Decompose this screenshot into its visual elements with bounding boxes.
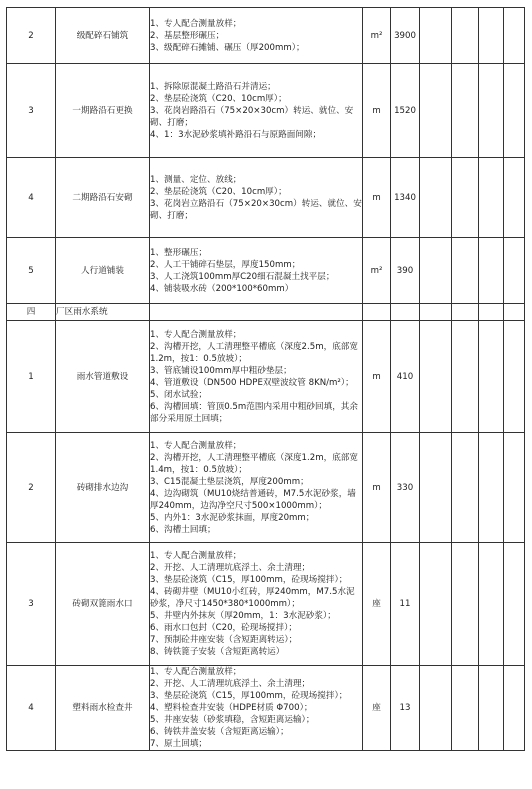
description-line: 6、沟槽回填：管顶0.5m范围内采用中粗砂回填，其余部分采用原土回填； — [150, 401, 358, 424]
item-unit: m² — [363, 238, 391, 304]
empty-cell — [504, 64, 525, 158]
table-row — [7, 158, 525, 238]
table-row — [7, 64, 525, 158]
empty-cell — [479, 543, 504, 666]
item-unit: m — [363, 64, 391, 158]
empty-cell — [504, 8, 525, 64]
description-line: 3、垫层砼浇筑（C15，厚100mm，砼现场搅拌）； — [150, 575, 348, 585]
empty-cell — [479, 158, 504, 238]
description-line: 3、花岗岩路沿石（75×20×30cm）转运、就位、安砌、打磨； — [150, 105, 354, 128]
empty-cell — [420, 238, 452, 304]
table-row — [7, 321, 525, 433]
empty-cell — [452, 666, 479, 751]
description-line: 2、垫层砼浇筑（C20、10cm厚）； — [150, 93, 287, 104]
item-quantity: 11 — [391, 543, 420, 666]
item-name: 砖砌双篦雨水口 — [56, 543, 150, 666]
description-line: 1、专人配合测量放样； — [150, 551, 242, 561]
description-line: 6、铸铁井盖安装（含短距离运输）； — [150, 727, 289, 737]
item-number: 2 — [7, 8, 56, 64]
empty-cell — [452, 304, 479, 321]
item-name: 级配碎石铺筑 — [56, 8, 150, 64]
empty-cell — [479, 64, 504, 158]
description-line: 2、基层整形碾压； — [150, 30, 225, 41]
item-description — [150, 158, 363, 238]
description-line: 1、整形碾压； — [150, 247, 208, 258]
empty-cell — [479, 8, 504, 64]
empty-cell — [420, 64, 452, 158]
item-description — [150, 8, 363, 64]
description-line: 7、原土回填； — [150, 739, 208, 749]
description-line: 5、内外1：3水泥砂浆抹面，厚度20mm； — [150, 512, 315, 523]
empty-cell — [420, 321, 452, 433]
empty-cell — [504, 238, 525, 304]
empty-cell — [452, 433, 479, 543]
description-line: 5、闭水试验； — [150, 389, 208, 400]
empty-cell — [504, 543, 525, 666]
item-quantity: 410 — [391, 321, 420, 433]
description-line: 1、测量、定位、放线； — [150, 174, 242, 185]
description-line: 2、人工干铺碎石垫层，厚度150mm； — [150, 259, 301, 270]
table-row — [7, 666, 525, 751]
description-line: 1、专人配合测量放样； — [150, 440, 242, 451]
empty-cell — [479, 304, 504, 321]
description-line: 2、沟槽开挖，人工清理整平槽底（深度1.2m，底部宽1.4m，按1：0.5放坡）； — [150, 452, 358, 475]
empty-cell — [452, 158, 479, 238]
description-line: 5、井壁内外抹灰（厚20mm，1：3水泥砂浆）； — [150, 611, 336, 621]
description-line: 2、沟槽开挖，人工清理整平槽底（深度2.5m，底部宽1.2m，按1：0.5放坡）； — [150, 341, 358, 364]
description-line: 3、级配碎石摊铺、碾压（厚200mm）； — [150, 42, 305, 53]
table-row — [7, 238, 525, 304]
item-name: 人行道铺装 — [56, 238, 150, 304]
description-line: 6、沟槽土回填； — [150, 524, 216, 535]
item-quantity: 330 — [391, 433, 420, 543]
item-number: 4 — [7, 158, 56, 238]
item-unit: m² — [363, 8, 391, 64]
empty-cell — [504, 433, 525, 543]
table-row — [7, 8, 525, 64]
description-line: 6、雨水口包封（C20，砼现场搅拌）； — [150, 623, 298, 633]
item-quantity: 1520 — [391, 64, 420, 158]
description-line: 3、人工浇筑100mm厚C20细石混凝土找平层； — [150, 271, 335, 282]
empty-cell — [150, 304, 363, 321]
description-line: 7、预制砼井座安装（含短距离转运）； — [150, 635, 298, 645]
description-line: 4、塑料检查井安装（HDPE材质 Φ700）； — [150, 703, 313, 713]
item-unit: 座 — [363, 543, 391, 666]
description-line: 1、专人配合测量放样； — [150, 329, 242, 340]
item-number: 3 — [7, 543, 56, 666]
empty-cell — [452, 321, 479, 433]
description-line: 5、井座安装（砂浆填稳，含短距离运输）； — [150, 715, 315, 725]
item-name: 砖砌排水边沟 — [56, 433, 150, 543]
item-name: 一期路沿石更换 — [56, 64, 150, 158]
item-name: 雨水管道敷设 — [56, 321, 150, 433]
empty-cell — [452, 543, 479, 666]
empty-cell — [420, 304, 452, 321]
description-line: 8、铸铁篦子安装（含短距离转运） — [150, 647, 285, 657]
table-row — [7, 543, 525, 666]
description-line: 3、垫层砼浇筑（C15，厚100mm，砼现场搅拌）； — [150, 691, 348, 701]
item-number: 4 — [7, 666, 56, 751]
item-unit: m — [363, 433, 391, 543]
description-line: 4、铺装吸水砖（200*100*60mm） — [150, 283, 294, 294]
item-quantity: 1340 — [391, 158, 420, 238]
item-quantity: 13 — [391, 666, 420, 751]
description-line: 3、C15混凝土垫层浇筑，厚度200mm； — [150, 476, 309, 487]
table-row — [7, 433, 525, 543]
section-row — [7, 304, 525, 321]
item-description — [150, 321, 363, 433]
empty-cell — [420, 543, 452, 666]
item-number: 3 — [7, 64, 56, 158]
item-number: 2 — [7, 433, 56, 543]
empty-cell — [420, 666, 452, 751]
item-description — [150, 666, 363, 751]
description-line: 4、砖砌井壁（MU10小红砖，厚240mm，M7.5水泥砂浆，净尺寸1450*380*1000mm）； — [150, 587, 355, 609]
description-line: 1、专人配合测量放样； — [150, 667, 242, 677]
bill-of-quantities-table — [6, 7, 525, 751]
empty-cell — [504, 666, 525, 751]
empty-cell — [504, 321, 525, 433]
item-description — [150, 433, 363, 543]
empty-cell — [479, 321, 504, 433]
empty-cell — [363, 304, 391, 321]
description-line: 1、专人配合测量放样； — [150, 18, 242, 29]
description-line: 2、开挖、人工清理坑底浮土、余土清理； — [150, 679, 311, 689]
empty-cell — [479, 666, 504, 751]
empty-cell — [504, 158, 525, 238]
empty-cell — [452, 8, 479, 64]
description-line: 1、拆除原混凝土路沿石并清运； — [150, 81, 276, 92]
empty-cell — [452, 238, 479, 304]
empty-cell — [420, 158, 452, 238]
item-quantity: 390 — [391, 238, 420, 304]
item-description — [150, 64, 363, 158]
item-number: 1 — [7, 321, 56, 433]
item-unit: m — [363, 158, 391, 238]
item-number: 5 — [7, 238, 56, 304]
description-line: 4、管道敷设（DN500 HDPE双壁波纹管 8KN/m²）； — [150, 377, 354, 388]
item-quantity: 3900 — [391, 8, 420, 64]
empty-cell — [391, 304, 420, 321]
description-line: 4、1：3水泥砂浆填补路沿石与原路面间隙； — [150, 129, 322, 140]
section-number: 四 — [7, 304, 56, 321]
description-line: 2、开挖、人工清理坑底浮土、余土清理； — [150, 563, 311, 573]
empty-cell — [479, 433, 504, 543]
item-name: 塑料雨水检查井 — [56, 666, 150, 751]
empty-cell — [420, 433, 452, 543]
item-name: 二期路沿石安砌 — [56, 158, 150, 238]
description-line: 2、垫层砼浇筑（C20、10cm厚）； — [150, 186, 287, 197]
item-description — [150, 238, 363, 304]
item-description — [150, 543, 363, 666]
description-line: 3、花岗岩立路沿石（75×20×30cm）转运、就位、安砌、打磨； — [150, 198, 362, 221]
description-line: 3、管底铺设100mm厚中粗砂垫层； — [150, 365, 292, 376]
item-unit: 座 — [363, 666, 391, 751]
empty-cell — [504, 304, 525, 321]
empty-cell — [420, 8, 452, 64]
section-title: 厂区雨水系统 — [56, 304, 150, 321]
description-line: 4、边沟砌筑（MU10烧结普通砖，M7.5水泥砂浆，墙厚240mm，边沟净空尺寸500×1000mm）； — [150, 488, 356, 511]
item-unit: m — [363, 321, 391, 433]
empty-cell — [452, 64, 479, 158]
empty-cell — [479, 238, 504, 304]
